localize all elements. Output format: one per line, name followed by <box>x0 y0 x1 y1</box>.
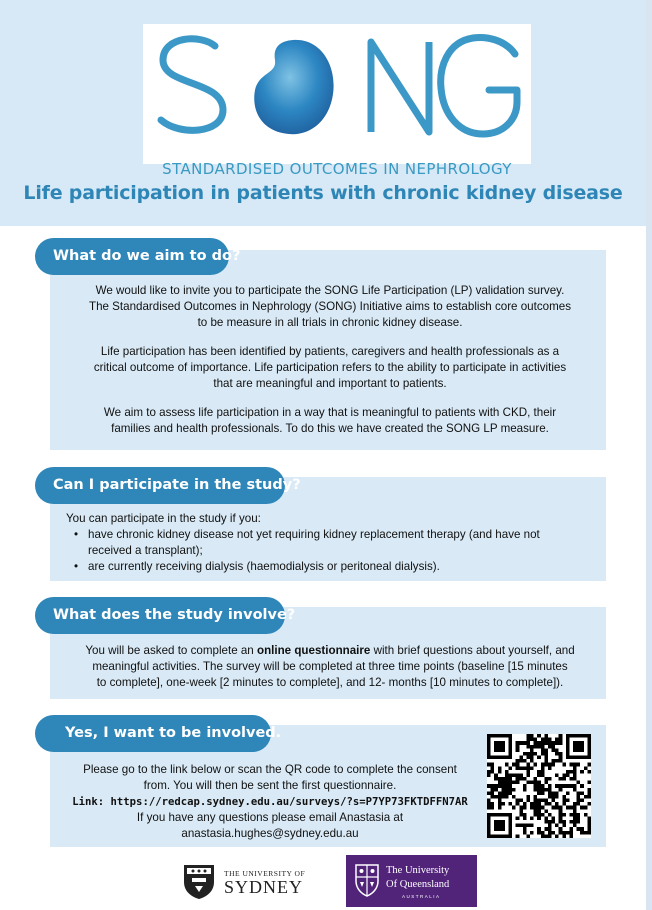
university-of-sydney-logo <box>180 860 310 900</box>
text-line: received a transplant); <box>88 544 203 557</box>
text-line: Life participation has been identified by patients, caregivers and health professionals as a <box>100 345 560 358</box>
contact-email[interactable]: anastasia.hughes@sydney.edu.au <box>181 827 359 840</box>
sydney-crest-icon <box>180 862 218 900</box>
text-line: If you have any questions please email Anastasia at <box>136 811 404 824</box>
logo-letter-g <box>441 38 517 134</box>
logo-kidney-o <box>254 40 333 134</box>
involvement-heading: What does the study involve? <box>35 597 285 634</box>
uq-logo-line-3: AUSTRALIA <box>402 894 441 899</box>
uq-logo-line-2: Of Queensland <box>386 879 450 890</box>
online-questionnaire-emphasis: online questionnaire <box>256 644 371 657</box>
university-of-queensland-logo <box>346 855 477 907</box>
eligibility-intro: You can participate in the study if you: <box>66 512 261 525</box>
text-line <box>60 643 600 659</box>
logo-letter-n <box>371 42 429 132</box>
aim-heading: What do we aim to do? <box>35 238 229 275</box>
involvement-paragraph <box>60 643 600 691</box>
text-line: meaningful activities. The survey will be completed at three time points (baseline [15 minutes <box>92 660 568 673</box>
text-line: • have chronic kidney disease not yet requiring kidney replacement therapy (and have not <box>88 528 540 541</box>
aim-paragraph-2 <box>60 344 600 392</box>
text-line: Please go to the link below or scan the QR code to complete the consent <box>83 763 457 776</box>
list-item: • are currently receiving dialysis (haemodialysis or peritoneal dialysis). <box>78 559 598 575</box>
text-line: We aim to assess life participation in a way that is meaningful to patients with CKD, their <box>103 406 557 419</box>
text-line: to complete], one-week [2 minutes to complete], and 12- months [10 minutes to complete]). <box>96 676 564 689</box>
text-line: to be measure in all trials in chronic kidney disease. <box>197 316 463 329</box>
page-title: Life participation in patients with chronic kidney disease <box>23 182 623 204</box>
list-item <box>78 527 598 559</box>
text-line: from. You will then be sent the first questionnaire. <box>143 779 397 792</box>
survey-link[interactable]: Link: https://redcap.sydney.edu.au/surveys/?s=P7YP73FKTDFFN7AR <box>72 796 468 808</box>
text-line: critical outcome of importance. Life participation refers to the ability to participate in activities <box>93 361 567 374</box>
header-band <box>0 0 646 226</box>
text-line: that are meaningful and important to patients. <box>213 377 447 390</box>
text-line: families and health professionals. To do this we have created the SONG LP measure. <box>111 422 549 435</box>
uq-logo-line-1: The University <box>386 865 450 876</box>
eligibility-list <box>78 527 598 575</box>
involved-heading: Yes, I want to be involved. <box>35 715 271 752</box>
uq-crest-icon <box>354 863 380 897</box>
sydney-logo-small-text: THE UNIVERSITY OF <box>224 869 306 878</box>
text-line: We would like to invite you to participate the SONG Life Participation (LP) validation survey. <box>95 284 565 297</box>
logo-subtitle: STANDARDISED OUTCOMES IN NEPHROLOGY <box>162 160 512 178</box>
logo-letter-s <box>161 39 223 131</box>
text-line: The Standardised Outcomes in Nephrology (SONG) Initiative aims to establish core outcomes <box>88 300 571 313</box>
song-logo-wordmark <box>143 24 531 144</box>
sydney-logo-big-text: SYDNEY <box>224 877 304 897</box>
text-span: You will be asked to complete an <box>85 644 257 657</box>
aim-paragraph-1 <box>60 283 600 331</box>
right-edge-strip <box>646 0 652 910</box>
aim-paragraph-3 <box>60 405 600 437</box>
eligibility-heading: Can I participate in the study? <box>35 467 285 504</box>
qr-code[interactable] <box>487 734 591 838</box>
song-logo <box>143 24 531 178</box>
involved-paragraph <box>60 762 480 842</box>
text-span: with brief questions about yourself, and <box>370 644 575 657</box>
